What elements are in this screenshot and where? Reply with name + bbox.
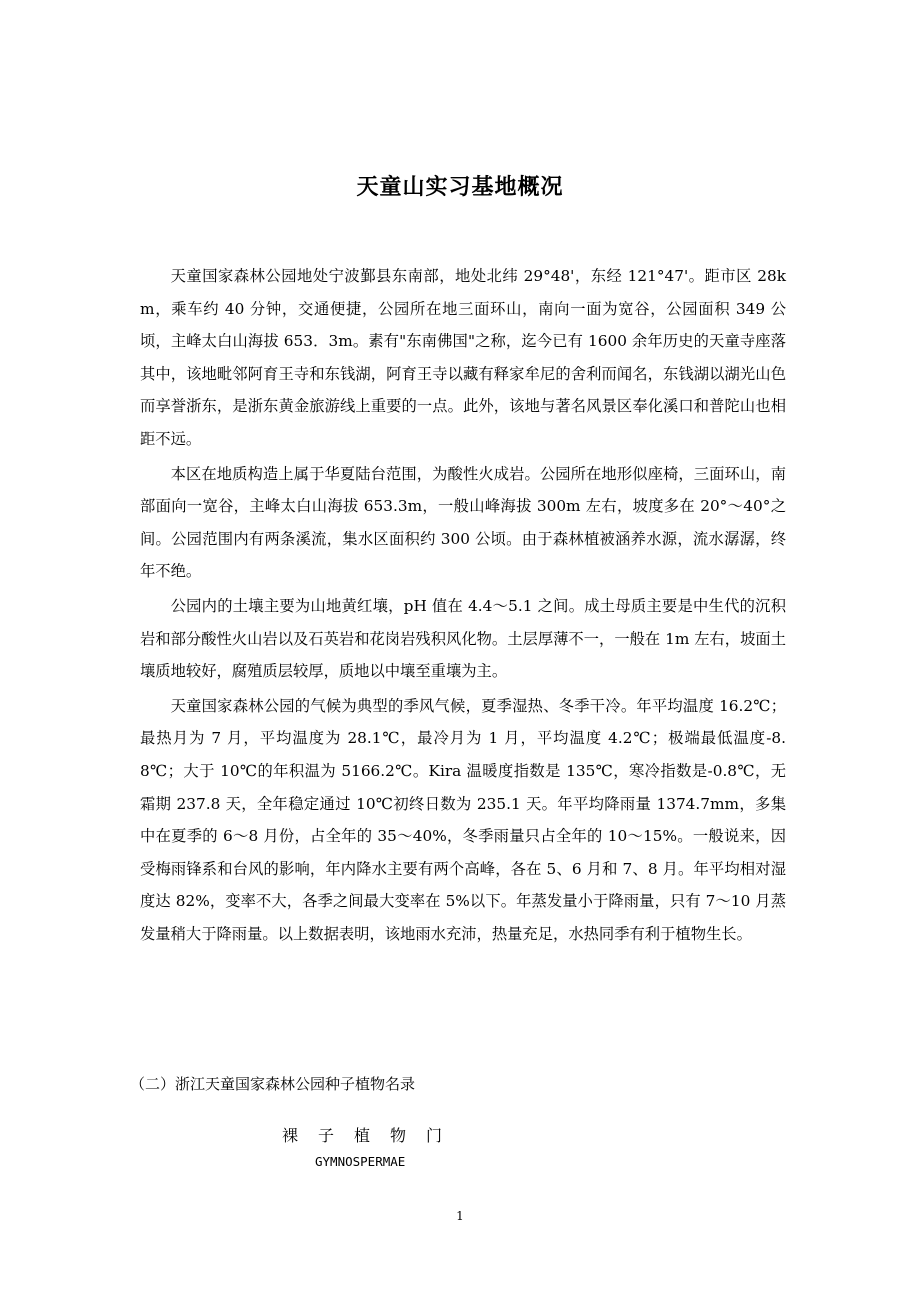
page-title: 天童山实习基地概况 (356, 175, 564, 200)
section-heading: （二）浙江天童国家森林公园种子植物名录 (130, 1075, 416, 1093)
paragraph-location: 天童国家森林公园地处宁波鄞县东南部，地处北纬 29°48'，东经 121°47'。距市区 28km，乘车约 40 分钟，交通便捷，公园所在地三面环山，南向一面为宽谷，公园面积 349 公顷，主峰太白山海拔 653．3m。素有"东南佛国"之称，迄今已有 1600 余年历史的天童寺座落其中，该地毗邻阿育王寺和东钱湖，阿育王寺以藏有释家牟尼的舍利而闻名，东钱湖以湖光山色而享誉浙东，是浙东黄金旅游线上重要的一点。此外，该地与著名风景区奉化溪口和普陀山也相距不远。 (140, 267, 786, 448)
body-text (140, 260, 786, 952)
page-number: 1 (456, 1209, 464, 1223)
paragraph-climate: 天童国家森林公园的气候为典型的季风气候，夏季湿热、冬季干冷。年平均温度 16.2℃；最热月为 7 月，平均温度为 28.1℃，最冷月为 1 月，平均温度 4.2℃；极端最低温度-8.8℃；大于 10℃的年积温为 5166.2℃。Kira 温暖度指数是 135℃，寒冷指数是-0.8℃，无霜期 237.8 天，全年稳定通过 10℃初终日数为 235.1 天。年平均降雨量 1374.7mm，多集中在夏季的 6～8 月份，占全年的 35～40%，冬季雨量只占全年的 10～15%。一般说来，因受梅雨锋系和台风的影响，年内降水主要有两个高峰，各在 5、6 月和 7、8 月。年平均相对湿度达 82%，变率不大，各季之间最大变率在 5%以下。年蒸发量小于降雨量，只有 7～10 月蒸发量稍大于降雨量。以上数据表明，该地雨水充沛，热量充足，水热同季有利于植物生长。 (140, 696, 786, 943)
phylum-chinese-name: 裸子植物门 (282, 1126, 463, 1145)
phylum-latin-name: GYMNOSPERMAE (315, 1154, 406, 1169)
paragraph-geology: 本区在地质构造上属于华夏陆台范围，为酸性火成岩。公园所在地形似座椅，三面环山，南部面向一宽谷，主峰太白山海拔 653.3m，一般山峰海拔 300m 左右，坡度多在 20°～40°之间。公园范围内有两条溪流，集水区面积约 300 公顷。由于森林植被涵养水源，流水潺潺，终年不绝。 (140, 464, 786, 581)
paragraph-soil: 公园内的土壤主要为山地黄红壤，pH 值在 4.4～5.1 之间。成土母质主要是中生代的沉积岩和部分酸性火山岩以及石英岩和花岗岩残积风化物。土层厚薄不一，一般在 1m 左右，坡面土壤质地较好，腐殖质层较厚，质地以中壤至重壤为主。 (140, 596, 786, 681)
